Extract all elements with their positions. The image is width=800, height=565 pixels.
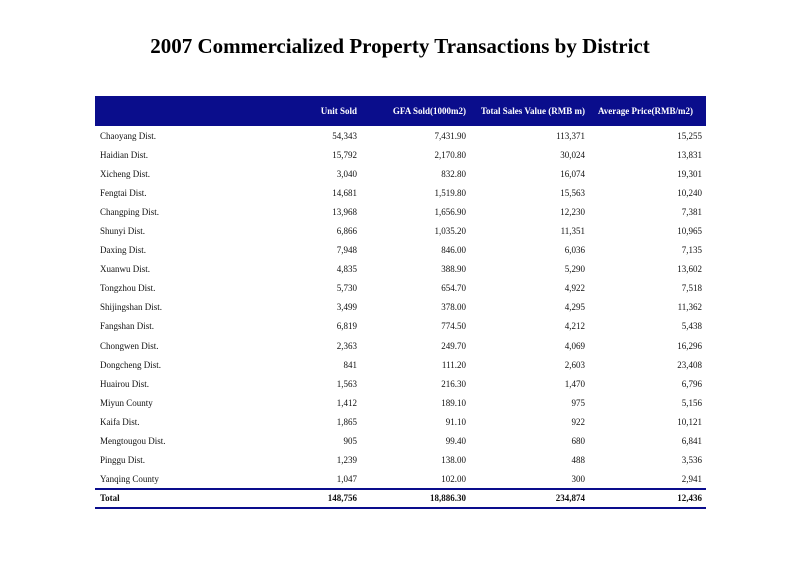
total-sales-value-cell: 30,024 <box>560 149 585 160</box>
district-name: Shunyi Dist. <box>100 226 146 237</box>
table-row <box>95 374 706 393</box>
district-name: Shijingshan Dist. <box>100 302 163 313</box>
district-transactions-table <box>95 96 706 509</box>
average-price-cell: 13,602 <box>677 264 702 275</box>
gfa-sold-cell: 249.70 <box>441 340 466 351</box>
unit-sold-cell: 1,865 <box>336 416 357 427</box>
page-title: 2007 Commercialized Property Transactions by District <box>150 34 650 58</box>
total-average-price: 12,436 <box>589 489 706 508</box>
average-price-cell: 7,135 <box>681 245 702 256</box>
table-row <box>95 126 706 145</box>
table-header-row <box>95 96 706 126</box>
table-row <box>95 241 706 260</box>
district-name: Haidian Dist. <box>100 149 148 160</box>
total-sales-value-cell: 1,470 <box>564 378 585 389</box>
average-price-cell: 5,156 <box>681 397 702 408</box>
total-row <box>95 489 706 508</box>
average-price-cell: 10,965 <box>677 226 702 237</box>
gfa-sold-cell: 1,656.90 <box>434 206 466 217</box>
unit-sold-cell: 3,040 <box>336 168 357 179</box>
district-name: Dongcheng Dist. <box>100 359 161 370</box>
total-sales-value-cell: 300 <box>571 473 585 484</box>
table-row <box>95 164 706 183</box>
unit-sold-cell: 4,835 <box>336 264 357 275</box>
district-name: Miyun County <box>100 397 153 408</box>
unit-sold-cell: 3,499 <box>336 302 357 313</box>
unit-sold-cell: 7,948 <box>336 245 357 256</box>
gfa-sold-cell: 91.10 <box>445 416 466 427</box>
average-price-cell: 10,240 <box>677 187 702 198</box>
unit-sold-cell: 13,968 <box>332 206 357 217</box>
gfa-sold-cell: 654.70 <box>441 283 466 294</box>
gfa-sold-cell: 388.90 <box>441 264 466 275</box>
average-price-cell: 5,438 <box>681 321 702 332</box>
gfa-sold-cell: 99.40 <box>445 436 466 447</box>
total-sales-value-cell: 11,351 <box>560 226 585 237</box>
gfa-sold-cell: 1,035.20 <box>434 226 466 237</box>
table-body <box>95 126 706 489</box>
table-row <box>95 451 706 470</box>
table-row <box>95 336 706 355</box>
unit-sold-cell: 1,412 <box>336 397 357 408</box>
district-name: Fangshan Dist. <box>100 321 154 332</box>
table-row <box>95 279 706 298</box>
average-price-cell: 16,296 <box>677 340 702 351</box>
average-price-cell: 3,536 <box>681 455 702 466</box>
total-sales-value-cell: 488 <box>571 455 585 466</box>
total-sales-value-cell: 5,290 <box>564 264 585 275</box>
table-row <box>95 432 706 451</box>
unit-sold-cell: 1,239 <box>336 455 357 466</box>
total-gfa-sold: 18,886.30 <box>361 489 470 508</box>
district-name: Pinggu Dist. <box>100 455 146 466</box>
unit-sold-cell: 1,047 <box>336 473 357 484</box>
total-label: Total <box>95 489 265 508</box>
gfa-sold-cell: 774.50 <box>441 321 466 332</box>
header-unit-sold: Unit Sold <box>320 105 357 116</box>
district-name: Huairou Dist. <box>100 378 149 389</box>
total-sales-value-cell: 4,295 <box>564 302 585 313</box>
average-price-cell: 6,796 <box>681 378 702 389</box>
district-name: Daxing Dist. <box>100 245 146 256</box>
total-unit-sold: 148,756 <box>265 489 361 508</box>
total-sales-value-cell: 680 <box>571 436 585 447</box>
gfa-sold-cell: 189.10 <box>441 397 466 408</box>
unit-sold-cell: 2,363 <box>336 340 357 351</box>
gfa-sold-cell: 832.80 <box>441 168 466 179</box>
table-row <box>95 393 706 412</box>
district-name: Tongzhou Dist. <box>100 283 156 294</box>
gfa-sold-cell: 2,170.80 <box>434 149 466 160</box>
gfa-sold-cell: 216.30 <box>441 378 466 389</box>
average-price-cell: 19,301 <box>677 168 702 179</box>
average-price-cell: 7,381 <box>681 206 702 217</box>
gfa-sold-cell: 846.00 <box>441 245 466 256</box>
average-price-cell: 11,362 <box>677 302 702 313</box>
district-name: Mengtougou Dist. <box>100 436 166 447</box>
header-total-sales-value: Total Sales Value (RMB m) <box>480 105 585 116</box>
table-row <box>95 202 706 221</box>
table-row <box>95 355 706 374</box>
average-price-cell: 10,121 <box>677 416 702 427</box>
total-sales-value-cell: 6,036 <box>564 245 585 256</box>
average-price-cell: 7,518 <box>681 283 702 294</box>
unit-sold-cell: 6,819 <box>336 321 357 332</box>
total-sales-value-cell: 4,922 <box>564 283 585 294</box>
gfa-sold-cell: 138.00 <box>441 455 466 466</box>
gfa-sold-cell: 102.00 <box>441 473 466 484</box>
table-row <box>95 470 706 489</box>
total-sales-value: 234,874 <box>470 489 589 508</box>
average-price-cell: 2,941 <box>681 473 702 484</box>
total-sales-value-cell: 12,230 <box>560 206 585 217</box>
unit-sold-cell: 1,563 <box>336 378 357 389</box>
unit-sold-cell: 5,730 <box>336 283 357 294</box>
table-row <box>95 412 706 431</box>
total-sales-value-cell: 4,212 <box>564 321 585 332</box>
table-row <box>95 260 706 279</box>
district-name: Xuanwu Dist. <box>100 264 150 275</box>
district-name: Yanqing County <box>100 473 159 484</box>
table-row <box>95 145 706 164</box>
table-row <box>95 183 706 202</box>
total-sales-value-cell: 975 <box>571 397 585 408</box>
unit-sold-cell: 54,343 <box>332 130 357 141</box>
district-name: Fengtai Dist. <box>100 187 147 198</box>
unit-sold-cell: 905 <box>343 436 357 447</box>
average-price-cell: 6,841 <box>681 436 702 447</box>
table-row <box>95 221 706 240</box>
average-price-cell: 23,408 <box>677 359 702 370</box>
district-name: Xicheng Dist. <box>100 168 150 179</box>
gfa-sold-cell: 111.20 <box>441 359 466 370</box>
average-price-cell: 13,831 <box>677 149 702 160</box>
total-sales-value-cell: 922 <box>571 416 585 427</box>
gfa-sold-cell: 378.00 <box>441 302 466 313</box>
unit-sold-cell: 6,866 <box>336 226 357 237</box>
gfa-sold-cell: 7,431.90 <box>434 130 466 141</box>
unit-sold-cell: 15,792 <box>332 149 357 160</box>
gfa-sold-cell: 1,519.80 <box>434 187 466 198</box>
district-name: Kaifa Dist. <box>100 416 140 427</box>
unit-sold-cell: 841 <box>343 359 357 370</box>
table-row <box>95 298 706 317</box>
table-row <box>95 317 706 336</box>
district-name: Chongwen Dist. <box>100 340 159 351</box>
unit-sold-cell: 14,681 <box>332 187 357 198</box>
district-name: Changping Dist. <box>100 206 160 217</box>
total-sales-value-cell: 15,563 <box>560 187 585 198</box>
header-gfa-sold: GFA Sold(1000m2) <box>392 105 466 116</box>
district-name: Chaoyang Dist. <box>100 130 156 141</box>
total-sales-value-cell: 113,371 <box>556 130 585 141</box>
total-sales-value-cell: 16,074 <box>560 168 585 179</box>
total-sales-value-cell: 2,603 <box>564 359 585 370</box>
total-sales-value-cell: 4,069 <box>564 340 585 351</box>
header-average-price: Average Price(RMB/m2) <box>597 105 694 116</box>
header-district <box>95 96 265 126</box>
average-price-cell: 15,255 <box>677 130 702 141</box>
